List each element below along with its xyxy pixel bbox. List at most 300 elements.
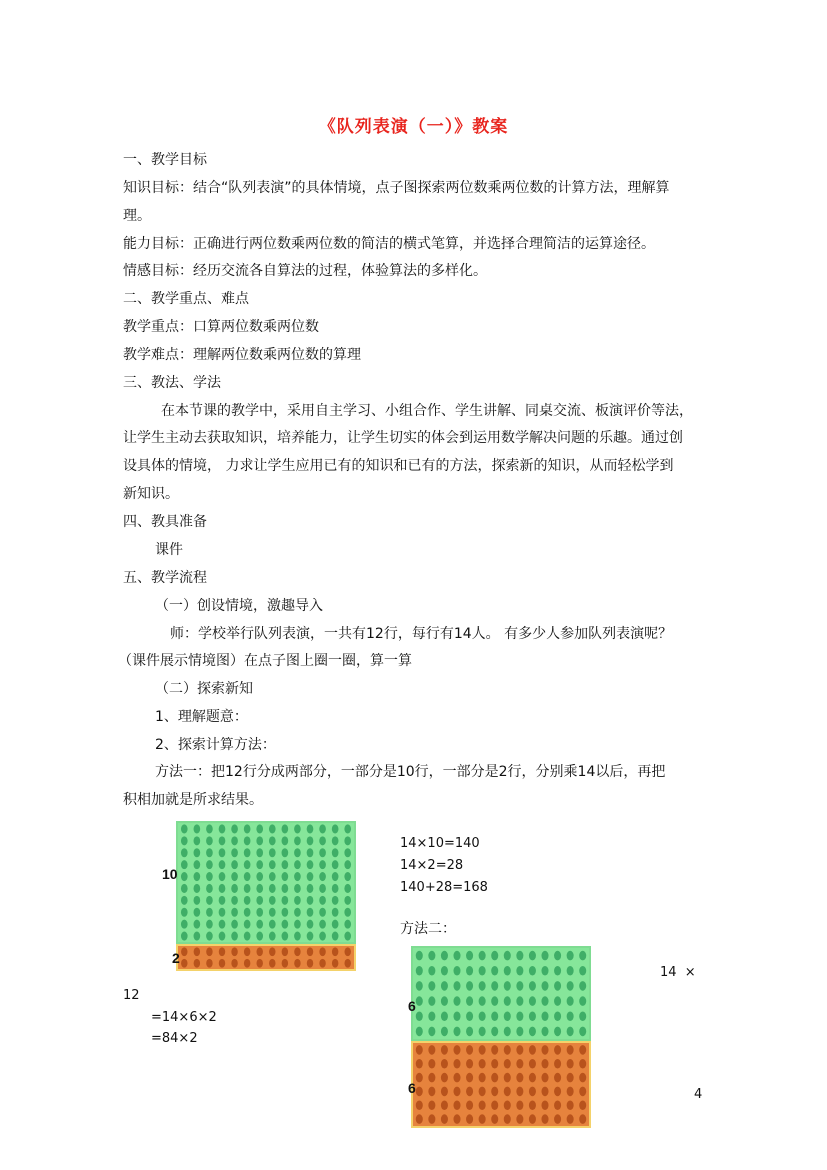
dot xyxy=(529,1027,536,1037)
dot xyxy=(206,872,213,881)
dot xyxy=(256,920,263,929)
dot xyxy=(282,896,289,905)
methods-paragraph-line3: 设具体的情境， 力求让学生应用已有的知识和已有的方法，探索新的知识，从而轻松学到 xyxy=(123,458,674,474)
dot xyxy=(231,908,238,917)
dot xyxy=(307,860,314,869)
dot xyxy=(428,966,435,976)
dot xyxy=(282,908,289,917)
dot xyxy=(479,996,486,1006)
label-6-rows-bottom: 6 xyxy=(408,1080,416,1096)
dot xyxy=(269,872,276,881)
section-heading-methods: 三、教法、学法 xyxy=(123,375,221,391)
dot xyxy=(282,824,289,833)
dot xyxy=(219,959,225,968)
emotion-objective: 情感目标：经历交流各自算法的过程，体验算法的多样化。 xyxy=(123,263,487,279)
calc-14x2: 14×2=28 xyxy=(400,858,464,873)
dot xyxy=(269,836,276,845)
dot xyxy=(428,1100,435,1110)
dot xyxy=(466,1073,473,1083)
dot xyxy=(194,848,201,857)
dot xyxy=(269,908,276,917)
dot xyxy=(516,1059,523,1069)
dot xyxy=(181,896,188,905)
dot xyxy=(256,872,263,881)
dot xyxy=(516,951,523,961)
ability-objective: 能力目标：正确进行两位数乘两位数的简洁的横式笔算，并选择合理简洁的运算途径。 xyxy=(123,236,655,252)
dot xyxy=(244,860,251,869)
dot xyxy=(567,951,574,961)
dot xyxy=(416,951,423,961)
dot xyxy=(554,1059,561,1069)
dot xyxy=(504,981,511,991)
dot xyxy=(453,1087,460,1097)
dot xyxy=(428,951,435,961)
dot xyxy=(244,896,251,905)
dot xyxy=(529,1114,536,1124)
dot xyxy=(491,1027,498,1037)
dot xyxy=(219,860,226,869)
dot xyxy=(491,1100,498,1110)
key-point: 教学重点：口算两位数乘两位数 xyxy=(123,319,319,335)
dot xyxy=(491,966,498,976)
dot xyxy=(416,981,423,991)
dot xyxy=(466,951,473,961)
dot xyxy=(219,824,226,833)
dot xyxy=(231,896,238,905)
dot xyxy=(441,1059,448,1069)
dot xyxy=(282,920,289,929)
page-number: 4 xyxy=(694,1087,703,1102)
dot xyxy=(194,884,201,893)
dot xyxy=(219,836,226,845)
method-one-text: 方法一：把12行分成两部分，一部分是10行，一部分是2行，分别乘14以后，再把 xyxy=(155,764,666,780)
dot xyxy=(504,1087,511,1097)
dot xyxy=(567,996,574,1006)
dot xyxy=(319,920,326,929)
dot xyxy=(579,951,586,961)
dot xyxy=(256,836,263,845)
dot-grid-6-rows-top-dots xyxy=(413,948,589,1039)
dot xyxy=(256,884,263,893)
dot xyxy=(504,951,511,961)
dot xyxy=(579,1073,586,1083)
dot xyxy=(416,1100,423,1110)
section-heading-key-points: 二、教学重点、难点 xyxy=(123,291,249,307)
dot xyxy=(269,932,276,941)
dot xyxy=(307,920,314,929)
dot xyxy=(479,951,486,961)
dot xyxy=(479,1073,486,1083)
dot xyxy=(282,959,288,968)
dot xyxy=(516,996,523,1006)
dot xyxy=(181,824,188,833)
dot xyxy=(453,1100,460,1110)
dot xyxy=(529,1011,536,1021)
dot xyxy=(516,1073,523,1083)
knowledge-objective-cont: 理。 xyxy=(123,208,151,224)
dot xyxy=(181,848,188,857)
dot xyxy=(269,896,276,905)
dot xyxy=(181,872,188,881)
dot xyxy=(194,947,200,956)
dot xyxy=(194,836,201,845)
tools-item: 课件 xyxy=(155,542,183,558)
dot-grid-6-rows-bottom-dots xyxy=(413,1043,589,1126)
explore-method: 2、探索计算方法： xyxy=(155,737,276,753)
dot xyxy=(244,932,251,941)
dot xyxy=(269,959,275,968)
dot xyxy=(479,981,486,991)
dot xyxy=(516,1087,523,1097)
dot xyxy=(244,824,251,833)
dot xyxy=(529,951,536,961)
dot xyxy=(294,920,301,929)
dot xyxy=(554,1045,561,1055)
dot xyxy=(244,848,251,857)
dot xyxy=(194,896,201,905)
dot xyxy=(282,860,289,869)
dot xyxy=(516,1100,523,1110)
dot xyxy=(428,1045,435,1055)
dot xyxy=(479,1011,486,1021)
dot xyxy=(441,1027,448,1037)
dot xyxy=(332,848,339,857)
dot xyxy=(579,1114,586,1124)
dot xyxy=(479,1087,486,1097)
dot xyxy=(529,1045,536,1055)
dot xyxy=(307,836,314,845)
dot xyxy=(219,908,226,917)
dot xyxy=(319,848,326,857)
dot xyxy=(231,836,238,845)
dot xyxy=(504,996,511,1006)
dot xyxy=(428,996,435,1006)
dot xyxy=(319,908,326,917)
teacher-question-cont: （课件展示情境图）在点子图上圈一圈，算一算 xyxy=(118,653,412,669)
dot xyxy=(579,1100,586,1110)
dot xyxy=(269,824,276,833)
dot xyxy=(453,1045,460,1055)
dot xyxy=(206,896,213,905)
dot xyxy=(466,1100,473,1110)
dot xyxy=(554,981,561,991)
dot xyxy=(344,896,351,905)
dot xyxy=(231,848,238,857)
dot xyxy=(567,1045,574,1055)
dot xyxy=(416,1027,423,1037)
dot xyxy=(541,1011,548,1021)
dot xyxy=(428,1114,435,1124)
dot xyxy=(269,920,276,929)
dot xyxy=(529,996,536,1006)
dot xyxy=(269,848,276,857)
dot xyxy=(294,824,301,833)
dot xyxy=(479,1045,486,1055)
dot xyxy=(231,860,238,869)
dot xyxy=(466,981,473,991)
dot xyxy=(307,884,314,893)
dot xyxy=(269,884,276,893)
dot xyxy=(256,908,263,917)
dot xyxy=(453,1011,460,1021)
dot xyxy=(282,947,288,956)
dot xyxy=(194,824,201,833)
dot xyxy=(416,1087,423,1097)
dot xyxy=(344,872,351,881)
dot xyxy=(294,959,300,968)
dot xyxy=(181,932,188,941)
dot-grid-2-rows xyxy=(176,944,356,971)
dot xyxy=(181,920,188,929)
dot xyxy=(428,1087,435,1097)
dot xyxy=(567,1059,574,1069)
dot xyxy=(516,1027,523,1037)
dot xyxy=(244,872,251,881)
dot xyxy=(294,884,301,893)
dot xyxy=(219,947,225,956)
methods-paragraph-line1: 在本节课的教学中，采用自主学习、小组合作、学生讲解、同桌交流、板演评价等法， xyxy=(161,403,693,419)
dot xyxy=(554,1027,561,1037)
dot xyxy=(541,1059,548,1069)
dot xyxy=(554,951,561,961)
dot-grid-10-rows-dots xyxy=(178,823,354,942)
dot xyxy=(244,884,251,893)
dot xyxy=(579,1087,586,1097)
dot xyxy=(579,996,586,1006)
dot xyxy=(504,1059,511,1069)
dot xyxy=(529,1073,536,1083)
dot xyxy=(206,932,213,941)
methods-paragraph-line2: 让学生主动去获取知识，培养能力，让学生切实的体会到运用数学解决问题的乐趣。通过创 xyxy=(123,430,683,446)
dot xyxy=(416,1059,423,1069)
dot xyxy=(491,951,498,961)
dot xyxy=(206,824,213,833)
calc-14x10: 14×10=140 xyxy=(400,836,480,851)
dot xyxy=(453,1073,460,1083)
dot xyxy=(541,951,548,961)
dot xyxy=(441,1011,448,1021)
method-two-heading: 方法二： xyxy=(400,921,456,937)
dot xyxy=(567,1087,574,1097)
dot-grid-10-rows xyxy=(176,821,356,944)
dot xyxy=(466,1045,473,1055)
dot xyxy=(307,848,314,857)
dot xyxy=(344,836,351,845)
dot xyxy=(307,872,314,881)
dot xyxy=(453,951,460,961)
dot-grid-2-rows-dots xyxy=(178,946,354,969)
dot xyxy=(244,908,251,917)
understand-question: 1、理解题意： xyxy=(155,709,248,725)
dot xyxy=(504,1100,511,1110)
calc-14-times: 14 × xyxy=(660,965,696,980)
dot xyxy=(491,1011,498,1021)
dot xyxy=(579,1045,586,1055)
dot xyxy=(307,932,314,941)
dot xyxy=(206,848,213,857)
dot xyxy=(332,896,339,905)
dot xyxy=(294,872,301,881)
dot xyxy=(219,872,226,881)
dot xyxy=(206,836,213,845)
dot xyxy=(307,908,314,917)
dot xyxy=(231,884,238,893)
dot xyxy=(332,860,339,869)
dot xyxy=(567,1011,574,1021)
dot xyxy=(282,932,289,941)
dot xyxy=(319,884,326,893)
dot xyxy=(244,920,251,929)
dot xyxy=(529,1087,536,1097)
method-one-text-cont: 积相加就是所求结果。 xyxy=(123,792,263,808)
calc-12: 12 xyxy=(123,988,140,1003)
dot xyxy=(319,896,326,905)
dot xyxy=(416,1011,423,1021)
dot xyxy=(244,959,250,968)
dot xyxy=(579,966,586,976)
dot xyxy=(554,1114,561,1124)
label-6-rows-top: 6 xyxy=(408,998,416,1014)
dot xyxy=(428,1059,435,1069)
dot xyxy=(504,1011,511,1021)
dot xyxy=(231,824,238,833)
dot xyxy=(194,860,201,869)
dot xyxy=(206,860,213,869)
dot xyxy=(282,836,289,845)
dot xyxy=(256,947,262,956)
dot xyxy=(453,996,460,1006)
dot xyxy=(282,884,289,893)
dot xyxy=(416,966,423,976)
dot xyxy=(282,848,289,857)
methods-paragraph-line4: 新知识。 xyxy=(123,486,179,502)
dot xyxy=(441,1073,448,1083)
label-10-rows: 10 xyxy=(162,866,178,882)
dot xyxy=(294,860,301,869)
dot xyxy=(319,959,325,968)
dot xyxy=(541,1027,548,1037)
dot xyxy=(219,884,226,893)
dot xyxy=(332,908,339,917)
dot xyxy=(269,860,276,869)
process-step-1: （一）创设情境，激趣导入 xyxy=(155,598,323,614)
dot xyxy=(181,959,187,968)
dot xyxy=(256,860,263,869)
dot xyxy=(344,947,350,956)
dot xyxy=(516,1045,523,1055)
calc-14x6x2: =14×6×2 xyxy=(151,1010,217,1025)
dot xyxy=(332,932,339,941)
dot xyxy=(579,1011,586,1021)
dot xyxy=(491,1114,498,1124)
dot xyxy=(256,824,263,833)
dot xyxy=(491,996,498,1006)
dot xyxy=(554,1087,561,1097)
dot xyxy=(332,824,339,833)
dot xyxy=(491,1073,498,1083)
dot xyxy=(206,884,213,893)
dot-grid-6-rows-bottom xyxy=(411,1041,591,1128)
dot xyxy=(529,1100,536,1110)
dot xyxy=(541,1045,548,1055)
dot xyxy=(516,981,523,991)
dot xyxy=(529,966,536,976)
dot xyxy=(344,920,351,929)
dot xyxy=(567,966,574,976)
dot xyxy=(441,1087,448,1097)
dot xyxy=(344,884,351,893)
dot xyxy=(244,947,250,956)
dot xyxy=(479,1059,486,1069)
dot xyxy=(491,981,498,991)
dot xyxy=(541,966,548,976)
dot xyxy=(428,1011,435,1021)
dot xyxy=(416,1114,423,1124)
dot xyxy=(541,996,548,1006)
dot xyxy=(579,981,586,991)
dot xyxy=(231,872,238,881)
dot xyxy=(567,1114,574,1124)
difficult-point: 教学难点：理解两位数乘两位数的算理 xyxy=(123,347,361,363)
dot xyxy=(319,932,326,941)
dot xyxy=(206,959,212,968)
dot xyxy=(194,932,201,941)
dot xyxy=(504,1073,511,1083)
dot xyxy=(491,1059,498,1069)
dot xyxy=(319,836,326,845)
knowledge-objective: 知识目标：结合“队列表演”的具体情境，点子图探索两位数乘两位数的计算方法，理解算 xyxy=(123,180,670,196)
section-heading-tools: 四、教具准备 xyxy=(123,514,207,530)
dot xyxy=(441,1100,448,1110)
dot xyxy=(416,1045,423,1055)
dot xyxy=(554,966,561,976)
dot xyxy=(231,920,238,929)
dot xyxy=(206,908,213,917)
label-2-rows: 2 xyxy=(172,950,180,966)
dot xyxy=(219,848,226,857)
dot xyxy=(541,1087,548,1097)
dot xyxy=(554,1073,561,1083)
dot xyxy=(282,872,289,881)
dot xyxy=(332,947,338,956)
dot xyxy=(529,1059,536,1069)
dot xyxy=(332,872,339,881)
dot xyxy=(441,981,448,991)
dot xyxy=(554,1100,561,1110)
dot xyxy=(319,872,326,881)
dot xyxy=(466,1087,473,1097)
dot xyxy=(319,947,325,956)
dot xyxy=(567,1100,574,1110)
dot xyxy=(504,966,511,976)
dot xyxy=(416,1073,423,1083)
dot xyxy=(479,966,486,976)
dot xyxy=(294,908,301,917)
dot xyxy=(479,1114,486,1124)
dot xyxy=(416,996,423,1006)
dot xyxy=(294,848,301,857)
dot xyxy=(181,908,188,917)
section-heading-process: 五、教学流程 xyxy=(123,570,207,586)
dot xyxy=(479,1027,486,1037)
dot xyxy=(181,836,188,845)
dot xyxy=(466,996,473,1006)
dot xyxy=(231,947,237,956)
dot xyxy=(256,932,263,941)
dot xyxy=(344,860,351,869)
dot xyxy=(244,836,251,845)
dot xyxy=(567,1027,574,1037)
